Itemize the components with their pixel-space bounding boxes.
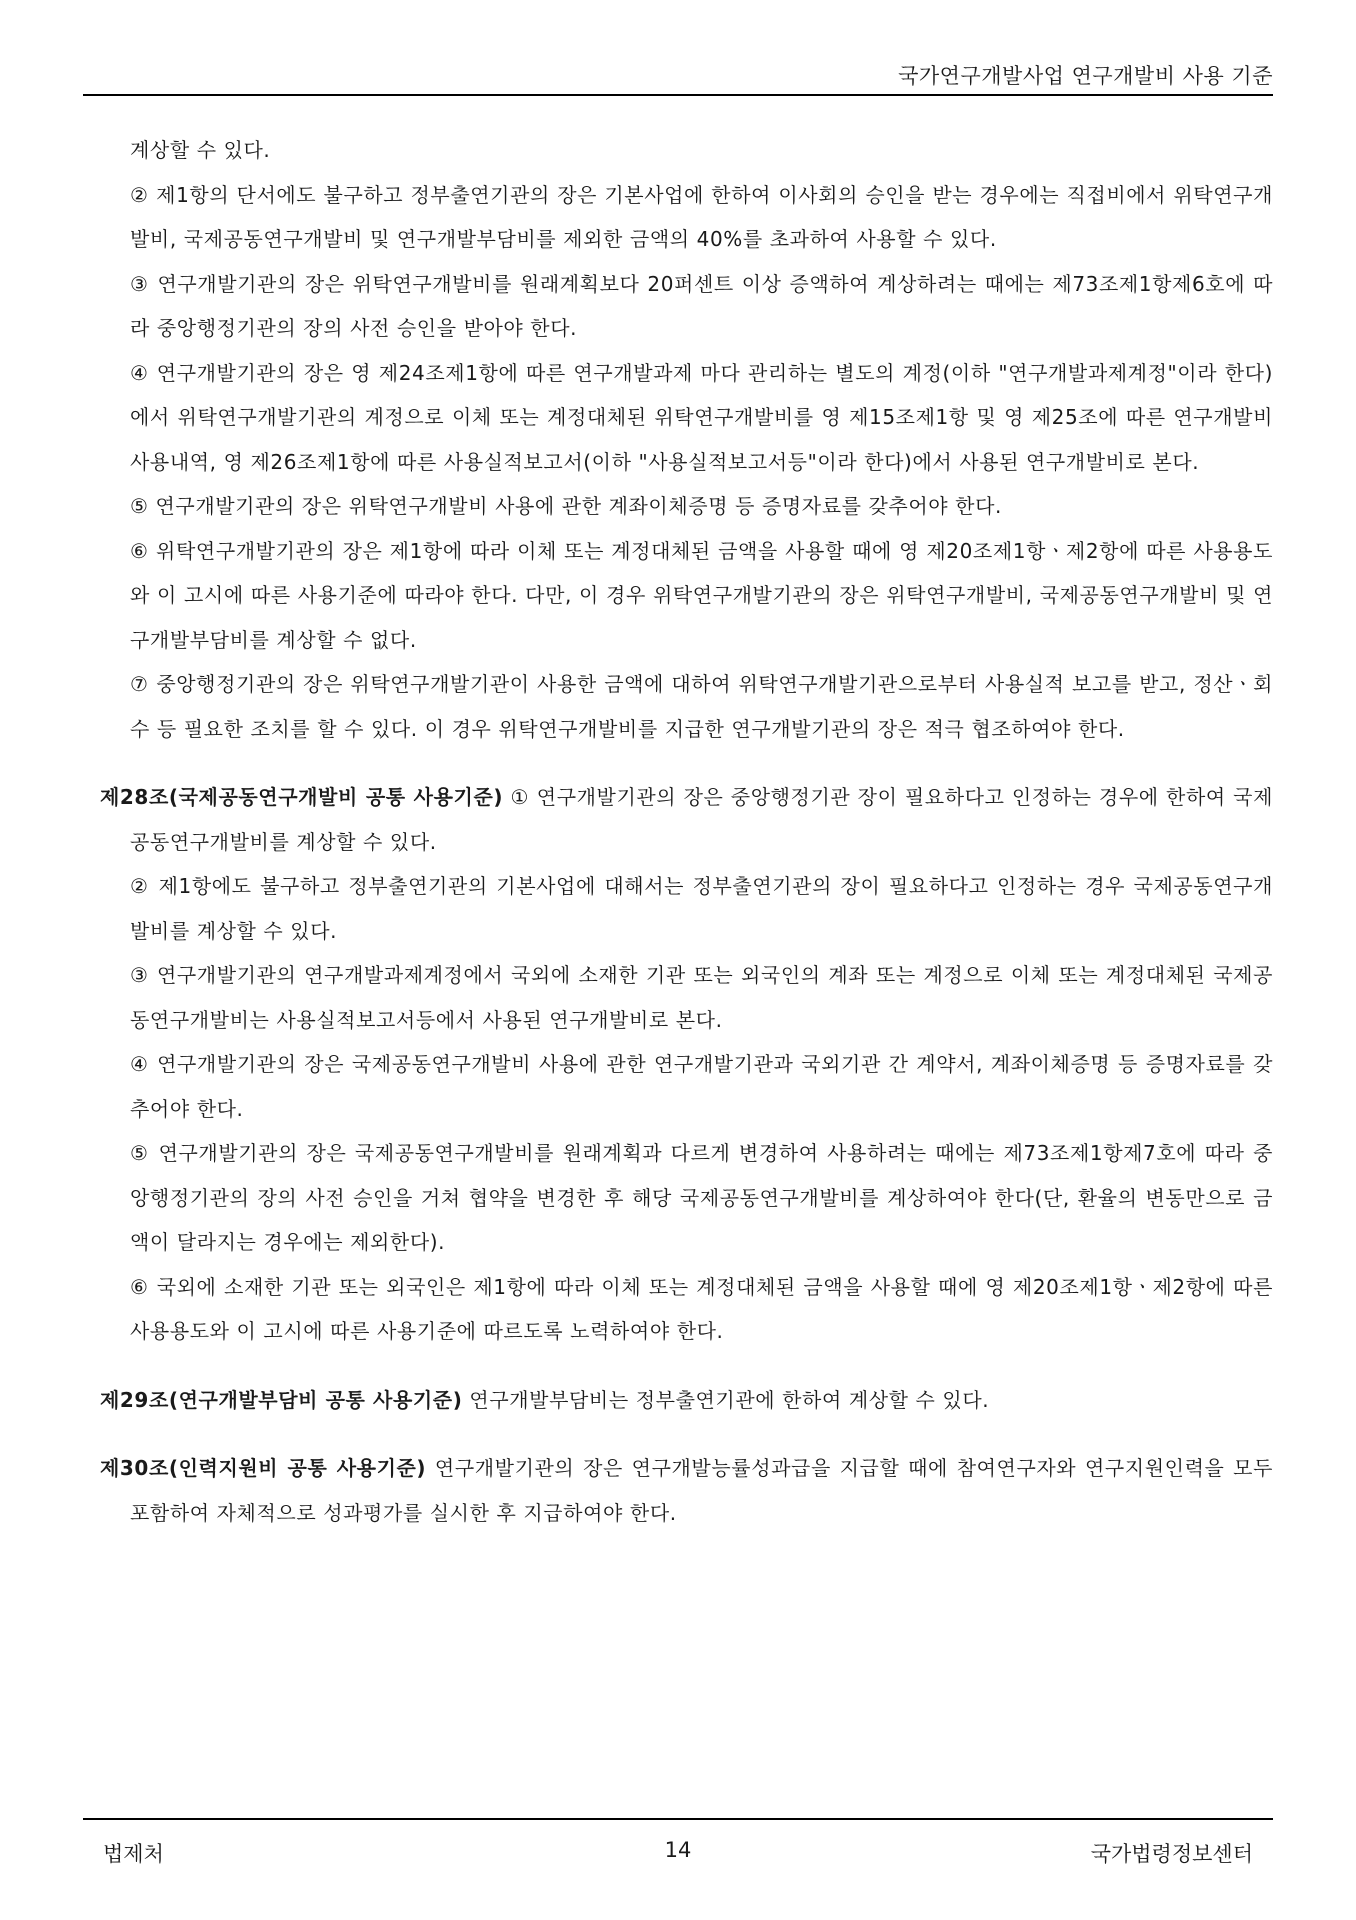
paragraph-27-6: ⑥ 위탁연구개발기관의 장은 제1항에 따라 이체 또는 계정대체된 금액을 사용할 때에 영 제20조제1항ㆍ제2항에 따른 사용용도와 이 고시에 따른 사용기준에 따라야 한다. 다만, 이 경우 위탁연구개발기관의 장은 위탁연구개발비, 국제공동연구개발비 및 연구개발부담비를 계상할 수 없다. <box>130 538 1273 652</box>
paragraph-28-3: ③ 연구개발기관의 연구개발과제계정에서 국외에 소재한 기관 또는 외국인의 계좌 또는 계정으로 이체 또는 계정대체된 국제공동연구개발비는 사용실적보고서등에서 사용된 연구개발비로 본다. <box>130 963 1273 1032</box>
article-29-heading: 제29조(연구개발부담비 공통 사용기준) <box>100 1387 463 1412</box>
paragraph-27-5: ⑤ 연구개발기관의 장은 위탁연구개발비 사용에 관한 계좌이체증명 등 증명자료를 갖추어야 한다. <box>130 494 1002 518</box>
footer-publisher: 법제처 <box>103 1842 164 1866</box>
article-28 <box>100 775 1273 864</box>
paragraph-27-7: ⑦ 중앙행정기관의 장은 위탁연구개발기관이 사용한 금액에 대하여 위탁연구개발기관으로부터 사용실적 보고를 받고, 정산ㆍ회수 등 필요한 조치를 할 수 있다. 이 경우 위탁연구개발비를 지급한 연구개발기관의 장은 적극 협조하여야 한다. <box>130 672 1273 741</box>
article-29-text: 연구개발부담비는 정부출연기관에 한하여 계상할 수 있다. <box>462 1387 990 1412</box>
page-header <box>83 56 1273 96</box>
paragraph-27-3: ③ 연구개발기관의 장은 위탁연구개발비를 원래계획보다 20퍼센트 이상 증액하여 계상하려는 때에는 제73조제1항제6호에 따라 중앙행정기관의 장의 사전 승인을 받아야 한다. <box>130 271 1273 340</box>
paragraph-28-4: ④ 연구개발기관의 장은 국제공동연구개발비 사용에 관한 연구개발기관과 국외기관 간 계약서, 계좌이체증명 등 증명자료를 갖추어야 한다. <box>130 1052 1273 1121</box>
paragraph-28-2: ② 제1항에도 불구하고 정부출연기관의 기본사업에 대해서는 정부출연기관의 장이 필요하다고 인정하는 경우 국제공동연구개발비를 계상할 수 있다. <box>130 874 1273 943</box>
page-number: 14 <box>664 1838 692 1862</box>
paragraph-27-4: ④ 연구개발기관의 장은 영 제24조제1항에 따른 연구개발과제 마다 관리하는 별도의 계정(이하 "연구개발과제계정"이라 한다)에서 위탁연구개발기관의 계정으로 이체 또는 계정대체된 위탁연구개발비를 영 제15조제1항 및 영 제25조에 따른 연구개발비 사용내역, 영 제26조제1항에 따른 사용실적보고서(이하 "사용실적보고서등"이라 한다)에서 사용된 연구개발비로 본다. <box>130 360 1273 474</box>
paragraph-27-2: ② 제1항의 단서에도 불구하고 정부출연기관의 장은 기본사업에 한하여 이사회의 승인을 받는 경우에는 직접비에서 위탁연구개발비, 국제공동연구개발비 및 연구개발부담비를 제외한 금액의 40%를 초과하여 사용할 수 있다. <box>130 182 1273 251</box>
paragraph-continuation: 계상할 수 있다. <box>130 138 271 162</box>
article-30-text: 연구개발기관의 장은 연구개발능률성과급을 지급할 때에 참여연구자와 연구지원인력을 모두 포함하여 자체적으로 성과평가를 실시한 후 지급하여야 한다. <box>130 1456 1273 1525</box>
article-28-text: ① 연구개발기관의 장은 중앙행정기관 장이 필요하다고 인정하는 경우에 한하여 국제공동연구개발비를 계상할 수 있다. <box>130 785 1274 854</box>
page-footer <box>83 1818 1273 1880</box>
article-28-heading: 제28조(국제공동연구개발비 공통 사용기준) <box>100 785 504 809</box>
paragraph-28-6: ⑥ 국외에 소재한 기관 또는 외국인은 제1항에 따라 이체 또는 계정대체된 금액을 사용할 때에 영 제20조제1항ㆍ제2항에 따른 사용용도와 이 고시에 따른 사용기준에 따르도록 노력하여야 한다. <box>130 1274 1273 1343</box>
document-body <box>100 128 1273 1535</box>
article-30-heading: 제30조(인력지원비 공통 사용기준) <box>100 1456 427 1480</box>
article-29 <box>100 1378 1273 1423</box>
footer-source: 국가법령정보센터 <box>1090 1842 1253 1866</box>
article-30 <box>100 1446 1273 1535</box>
paragraph-28-5: ⑤ 연구개발기관의 장은 국제공동연구개발비를 원래계획과 다르게 변경하여 사용하려는 때에는 제73조제1항제7호에 따라 중앙행정기관의 장의 사전 승인을 거쳐 협약을 변경한 후 해당 국제공동연구개발비를 계상하여야 한다(단, 환율의 변동만으로 금액이 달라지는 경우에는 제외한다). <box>130 1141 1273 1254</box>
document-title: 국가연구개발사업 연구개발비 사용 기준 <box>898 64 1273 88</box>
